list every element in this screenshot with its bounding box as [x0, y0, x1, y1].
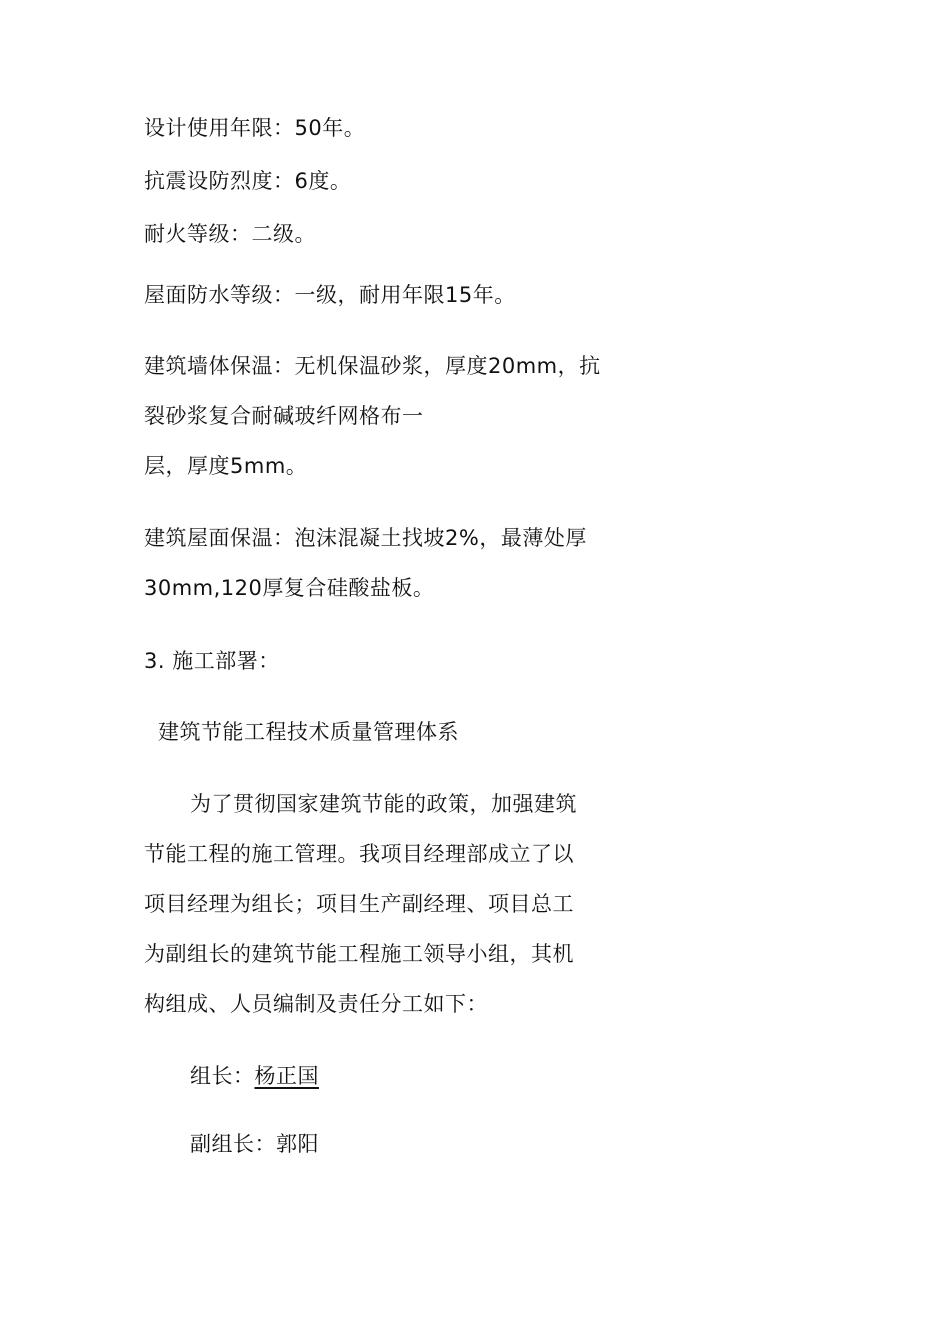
leader-name: 杨正国 — [254, 1064, 319, 1088]
paragraph-line-1: 为了贯彻国家建筑节能的政策，加强建筑 — [190, 792, 577, 816]
design-life-line: 设计使用年限：50年。 — [144, 116, 366, 140]
wall-insulation-line-2: 裂砂浆复合耐碱玻纤网格布一 — [144, 404, 424, 428]
roof-insulation-line-2: 30mm,120厚复合硅酸盐板。 — [144, 576, 435, 600]
deputy-leader-line — [190, 1131, 319, 1157]
paragraph-line-2: 节能工程的施工管理。我项目经理部成立了以 — [144, 842, 574, 866]
paragraph-line-3: 项目经理为组长；项目生产副经理、项目总工 — [144, 892, 574, 916]
leader-line — [190, 1063, 319, 1089]
paragraph-line-4: 为副组长的建筑节能工程施工领导小组，其机 — [144, 942, 574, 966]
wall-insulation-line-1: 建筑墙体保温：无机保温砂浆，厚度20mm，抗 — [144, 354, 601, 378]
deputy-name: 郭阳 — [276, 1132, 319, 1156]
leader-label: 组长： — [190, 1064, 255, 1088]
roof-waterproof-line: 屋面防水等级：一级，耐用年限15年。 — [144, 283, 516, 307]
deputy-label: 副组长： — [190, 1132, 276, 1156]
paragraph-line-5: 构组成、人员编制及责任分工如下： — [144, 992, 488, 1016]
fire-rating-line: 耐火等级：二级。 — [144, 222, 316, 246]
section-heading-construction-deployment: 3. 施工部署： — [144, 649, 280, 673]
roof-insulation-line-1: 建筑屋面保温：泡沫混凝土找坡2%，最薄处厚 — [144, 526, 587, 550]
wall-insulation-line-3: 层，厚度5mm。 — [144, 454, 308, 478]
seismic-intensity-line: 抗震设防烈度：6度。 — [144, 169, 352, 193]
subheading-quality-system: 建筑节能工程技术质量管理体系 — [158, 720, 459, 744]
